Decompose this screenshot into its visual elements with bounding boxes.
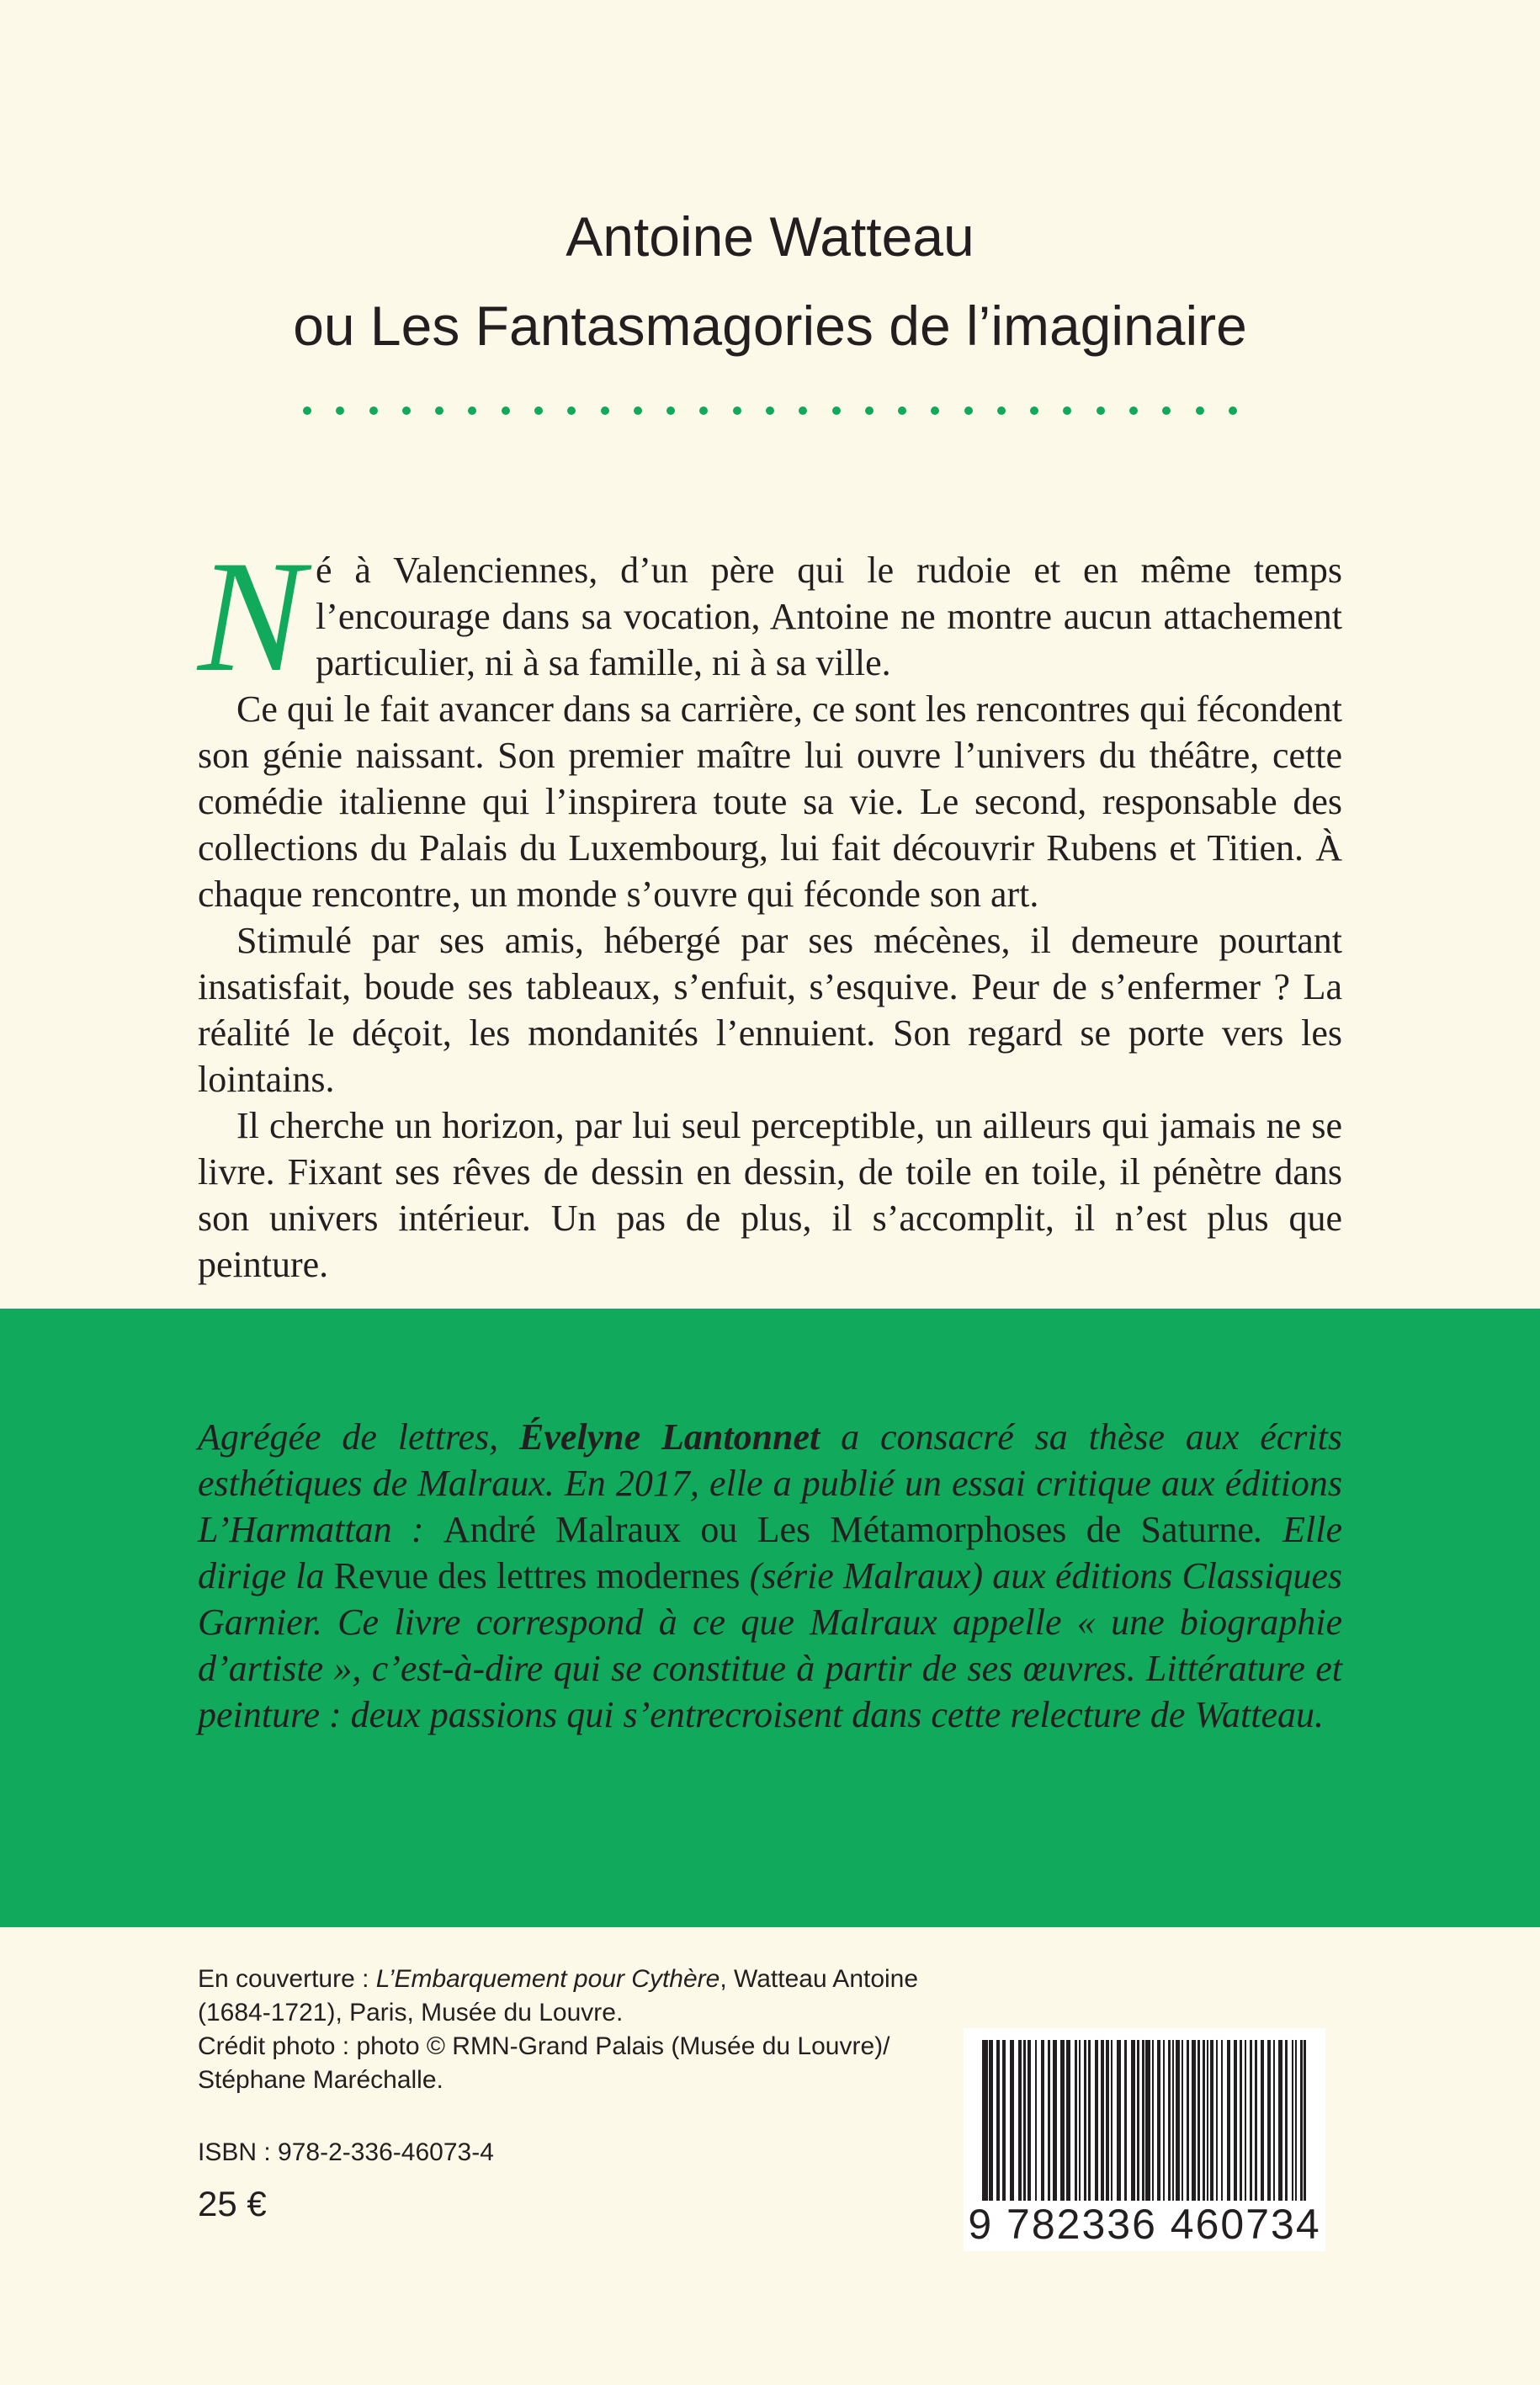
separator-dot xyxy=(799,406,807,415)
separator-dot xyxy=(1196,406,1204,415)
barcode-bar xyxy=(1137,2040,1139,2208)
barcode-bar xyxy=(1084,2040,1086,2208)
barcode-bar xyxy=(1053,2040,1057,2208)
barcode-bar xyxy=(1152,2040,1154,2208)
barcode-bar xyxy=(1101,2040,1104,2208)
separator-dot xyxy=(468,406,476,415)
barcode-bar xyxy=(1060,2040,1065,2208)
separator-dot xyxy=(402,406,411,415)
author-bio xyxy=(198,1414,1342,1738)
barcode-bar xyxy=(1002,2040,1006,2208)
separator-dot xyxy=(634,406,642,415)
separator-dot xyxy=(666,406,675,415)
separator-dot xyxy=(766,406,774,415)
barcode-bar xyxy=(1088,2040,1091,2208)
photo-credit: Crédit photo : photo © RMN-Grand Palais (Musée du Louvre)/ Stéphane Maréchalle. xyxy=(198,2032,890,2094)
bio-book-title: André Malraux ou Les Métamorphoses de Saturne xyxy=(443,1509,1254,1550)
separator-dot xyxy=(1229,406,1237,415)
barcode-bar xyxy=(1210,2040,1213,2208)
synopsis-paragraph-1 xyxy=(198,529,1342,705)
separator-dot xyxy=(832,406,841,415)
barcode-bar xyxy=(1124,2040,1127,2208)
barcode-bar xyxy=(1035,2040,1037,2208)
barcode-bar xyxy=(1168,2040,1171,2208)
barcode-bar xyxy=(1216,2040,1218,2208)
synopsis-paragraph-2: Ce qui le fait avancer dans sa carrière, ce sont les rencontres qui fécondent son génie naissant. Son premier maître lui ouvre l’univers du théâtre, cette comédie italienne qui l’inspirera toute sa vie. Le second, responsable des collections du Palais du Luxembourg, lui fait découvrir Rubens et Titien. À chaque rencontre, un monde s’ouvre qui féconde son art. xyxy=(198,688,1342,915)
barcode-bar xyxy=(1292,2040,1293,2208)
drop-cap: N xyxy=(198,529,305,705)
barcode-bar xyxy=(1157,2040,1160,2208)
separator-dot xyxy=(1129,406,1138,415)
separator-dot xyxy=(964,406,973,415)
barcode-bar xyxy=(1227,2040,1230,2208)
barcode-bar xyxy=(1079,2040,1081,2208)
barcode-bar xyxy=(1273,2040,1275,2208)
separator-dot xyxy=(997,406,1006,415)
barcode-bar xyxy=(1172,2040,1174,2208)
synopsis-paragraph-3: Stimulé par ses amis, hébergé par ses mécènes, il demeure pourtant insatisfait, boude ses tableaux, s’enfuit, s’esquive. Peur de s’enfermer ? La réalité le déçoit, les mondanités l’ennuient. Son regard se porte vers les lointains. xyxy=(198,920,1342,1100)
separator-dot xyxy=(1030,406,1038,415)
separator-dot xyxy=(303,406,311,415)
barcode-bar xyxy=(1018,2040,1022,2208)
barcode-bar xyxy=(996,2040,1000,2208)
book-subtitle: ou Les Fantasmagories de l’imaginaire xyxy=(293,295,1247,357)
separator-dot xyxy=(1097,406,1105,415)
separator-dot xyxy=(502,406,510,415)
barcode-bar xyxy=(1023,2040,1026,2208)
barcode-bar xyxy=(1075,2040,1077,2208)
separator-dot xyxy=(369,406,378,415)
barcode-bar xyxy=(1261,2040,1264,2208)
barcode-bar xyxy=(1048,2040,1050,2208)
price: 25 € xyxy=(198,2184,267,2223)
barcode-bar xyxy=(1278,2040,1282,2208)
barcode-bar xyxy=(1131,2040,1135,2208)
bio-text-1: Agrégée de lettres, xyxy=(198,1416,519,1458)
barcode-bar xyxy=(1250,2040,1252,2208)
bio-text-4: (série Malraux) aux éditions Classiques Garnier. Ce livre correspond à ce que Malraux appelle « une biographie d’artiste », c’est-à-dire qui se constitue à partir de ses œuvres. Littérature et peinture : deux passions qui s’entrecroisent dans cette relecture de Watteau. xyxy=(198,1555,1343,1735)
barcode-bar xyxy=(1192,2040,1196,2208)
barcode-bar xyxy=(1187,2040,1189,2208)
barcode-bar xyxy=(1106,2040,1109,2208)
barcode-bar xyxy=(1255,2040,1257,2208)
separator-dot xyxy=(733,406,741,415)
barcode xyxy=(964,2028,1325,2251)
barcode-bar xyxy=(1295,2040,1297,2208)
barcode-digits: 9 782336 460734 xyxy=(964,2201,1325,2248)
barcode-bar xyxy=(1234,2040,1237,2208)
barcode-bar xyxy=(1245,2040,1246,2208)
book-title: Antoine Watteau xyxy=(566,205,974,268)
bio-text-3: . Elle dirige la xyxy=(198,1509,1343,1596)
barcode-bar xyxy=(1285,2040,1288,2208)
barcode-bar xyxy=(1041,2040,1044,2208)
separator-dot xyxy=(435,406,443,415)
isbn: ISBN : 978-2-336-46073-4 xyxy=(198,2138,494,2166)
synopsis xyxy=(198,529,1342,1288)
synopsis-paragraph-4: Il cherche un horizon, par lui seul perceptible, un ailleurs qui jamais ne se livre. Fixant ses rêves de dessin en dessin, de toile en toile, il pénètre dans son univers intérieur. Un pas de plus, il s’accomplit, il n’est plus que peinture. xyxy=(198,1105,1342,1285)
barcode-bar xyxy=(1163,2040,1165,2208)
barcode-bar xyxy=(1176,2040,1180,2208)
separator-dot xyxy=(1063,406,1071,415)
barcode-bar xyxy=(1197,2040,1200,2208)
cover-label: En couverture : xyxy=(198,1965,376,1993)
bio-journal-title: Revue des lettres modernes xyxy=(333,1555,741,1596)
barcode-bar xyxy=(1182,2040,1183,2208)
barcode-bar xyxy=(1207,2040,1208,2208)
barcode-bar xyxy=(1267,2040,1271,2208)
separator-dot xyxy=(336,406,344,415)
bio-text-2: a consacré sa thèse aux écrits esthétiques de Malraux. En 2017, elle a publié un essai critique aux éditions L’Harmattan : xyxy=(198,1416,1342,1550)
barcode-bar xyxy=(1117,2040,1121,2208)
separator-dot xyxy=(865,406,874,415)
barcode-bar xyxy=(1221,2040,1223,2208)
separator-dot xyxy=(931,406,939,415)
barcode-bar xyxy=(1240,2040,1242,2208)
separator-dot xyxy=(1162,406,1171,415)
barcode-bar xyxy=(1066,2040,1070,2208)
separator-dot xyxy=(601,406,609,415)
separator-dot xyxy=(534,406,543,415)
separator-dot xyxy=(898,406,906,415)
barcode-bar xyxy=(989,2040,993,2208)
barcode-bar xyxy=(1148,2040,1150,2208)
barcode-bar xyxy=(1203,2040,1205,2208)
barcode-bar xyxy=(1095,2040,1098,2208)
cover-artwork-title: L’Embarquement pour Cythère xyxy=(375,1965,720,1993)
barcode-bar xyxy=(1111,2040,1113,2208)
synopsis-paragraph-1-text: é à Valenciennes, d’un père qui le rudoie et en même temps l’encourage dans sa vocation, Antoine ne montre aucun attachement particulier, ni à sa famille, ni à sa ville. xyxy=(316,550,1342,683)
separator-dot xyxy=(567,406,576,415)
dotted-separator xyxy=(303,402,1237,419)
barcode-bar xyxy=(1010,2040,1014,2208)
cover-credits xyxy=(198,1963,972,2097)
cover-artwork-details: , Watteau Antoine (1684-1721), Paris, Musée du Louvre. xyxy=(198,1965,919,2026)
author-name: Évelyne Lantonnet xyxy=(519,1416,820,1458)
barcode-bar xyxy=(1028,2040,1031,2208)
separator-dot xyxy=(699,406,708,415)
